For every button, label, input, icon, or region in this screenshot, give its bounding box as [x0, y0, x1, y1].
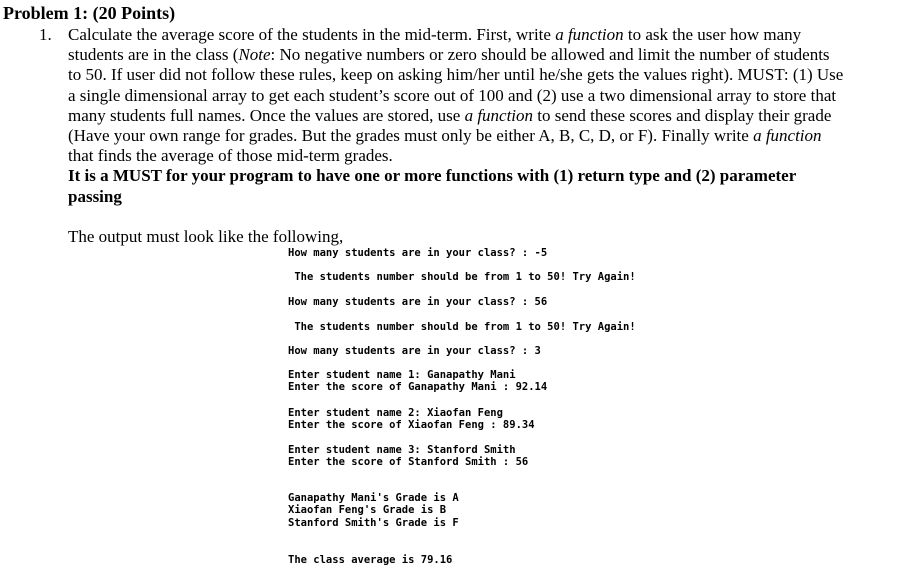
- console-block: [288, 271, 636, 283]
- console-block: [288, 247, 547, 259]
- console-block: [288, 321, 636, 333]
- text-segment: (Have your own range for grades. But the grades must only be either A, B, C, D, or F). Finally write: [68, 126, 754, 146]
- italic-text: Note: [238, 45, 271, 65]
- output-intro: The output must look like the following,: [68, 227, 344, 246]
- italic-text: a function: [753, 126, 822, 146]
- console-line: Enter student name 1: Ganapathy Mani: [288, 369, 516, 381]
- text-segment: that finds the average of those mid-term grades.: [68, 146, 393, 166]
- console-block: [288, 345, 541, 357]
- paragraph-line: [68, 187, 893, 207]
- list-number: 1.: [39, 25, 52, 44]
- text-segment: many students full names. Once the values are stored, use: [68, 105, 465, 125]
- paragraph-line: [68, 166, 893, 186]
- console-line: How many students are in your class? : -5: [288, 247, 548, 259]
- console-block: [288, 296, 547, 308]
- console-line: Xiaofan Feng's Grade is B: [288, 504, 447, 517]
- text-segment: to 50. If user did not follow these rules, keep on asking him/her until he/she gets the values right). MUST: (1) Use: [68, 65, 844, 85]
- text-segment: to send these scores and display their grade: [533, 105, 832, 125]
- console-line: The class average is 79.16: [288, 554, 453, 566]
- console-line: The students number should be from 1 to 50! Try Again!: [288, 321, 636, 333]
- console-block: [288, 369, 547, 394]
- italic-text: a function: [555, 25, 624, 44]
- text-segment: a single dimensional array to get each student’s score out of 100 and (2) use a two dimensional array to store that: [68, 85, 837, 105]
- console-block: [288, 444, 528, 469]
- paragraph-line: [68, 86, 893, 106]
- text-segment: It is a MUST for your program to have one or more functions with (1) return type and (2) parameter: [68, 166, 797, 186]
- console-line: Enter the score of Ganapathy Mani : 92.14: [288, 381, 548, 394]
- console-block: [288, 554, 452, 566]
- text-segment: students are in the class (: [68, 45, 239, 65]
- console-block: [288, 407, 535, 432]
- paragraph-line: [68, 45, 893, 65]
- problem-title: Problem 1: (20 Points): [3, 3, 176, 23]
- text-segment: Calculate the average score of the students in the mid-term. First, write: [68, 25, 556, 44]
- console-line: How many students are in your class? : 56: [288, 296, 548, 308]
- console-block: [288, 492, 459, 529]
- paragraph-line: [68, 65, 893, 85]
- paragraph-line: [68, 146, 893, 166]
- console-line: Stanford Smith's Grade is F: [288, 516, 459, 529]
- paragraph-line: [68, 106, 893, 126]
- problem-description: [68, 25, 893, 207]
- text-segment: : No negative numbers or zero should be allowed and limit the number of students: [270, 45, 830, 65]
- console-line: The students number should be from 1 to 50! Try Again!: [288, 271, 636, 283]
- paragraph-line: [68, 126, 893, 146]
- text-segment: passing: [68, 186, 122, 206]
- console-line: Enter the score of Stanford Smith : 56: [288, 456, 529, 469]
- console-line: Ganapathy Mani's Grade is A: [288, 492, 459, 504]
- paragraph-line: [68, 25, 893, 45]
- console-line: Enter student name 2: Xiaofan Feng: [288, 407, 503, 419]
- console-line: Enter the score of Xiaofan Feng : 89.34: [288, 419, 535, 432]
- console-line: Enter student name 3: Stanford Smith: [288, 444, 516, 456]
- italic-text: a function: [464, 105, 534, 125]
- text-segment: to ask the user how many: [623, 25, 802, 44]
- console-line: How many students are in your class? : 3: [288, 345, 541, 357]
